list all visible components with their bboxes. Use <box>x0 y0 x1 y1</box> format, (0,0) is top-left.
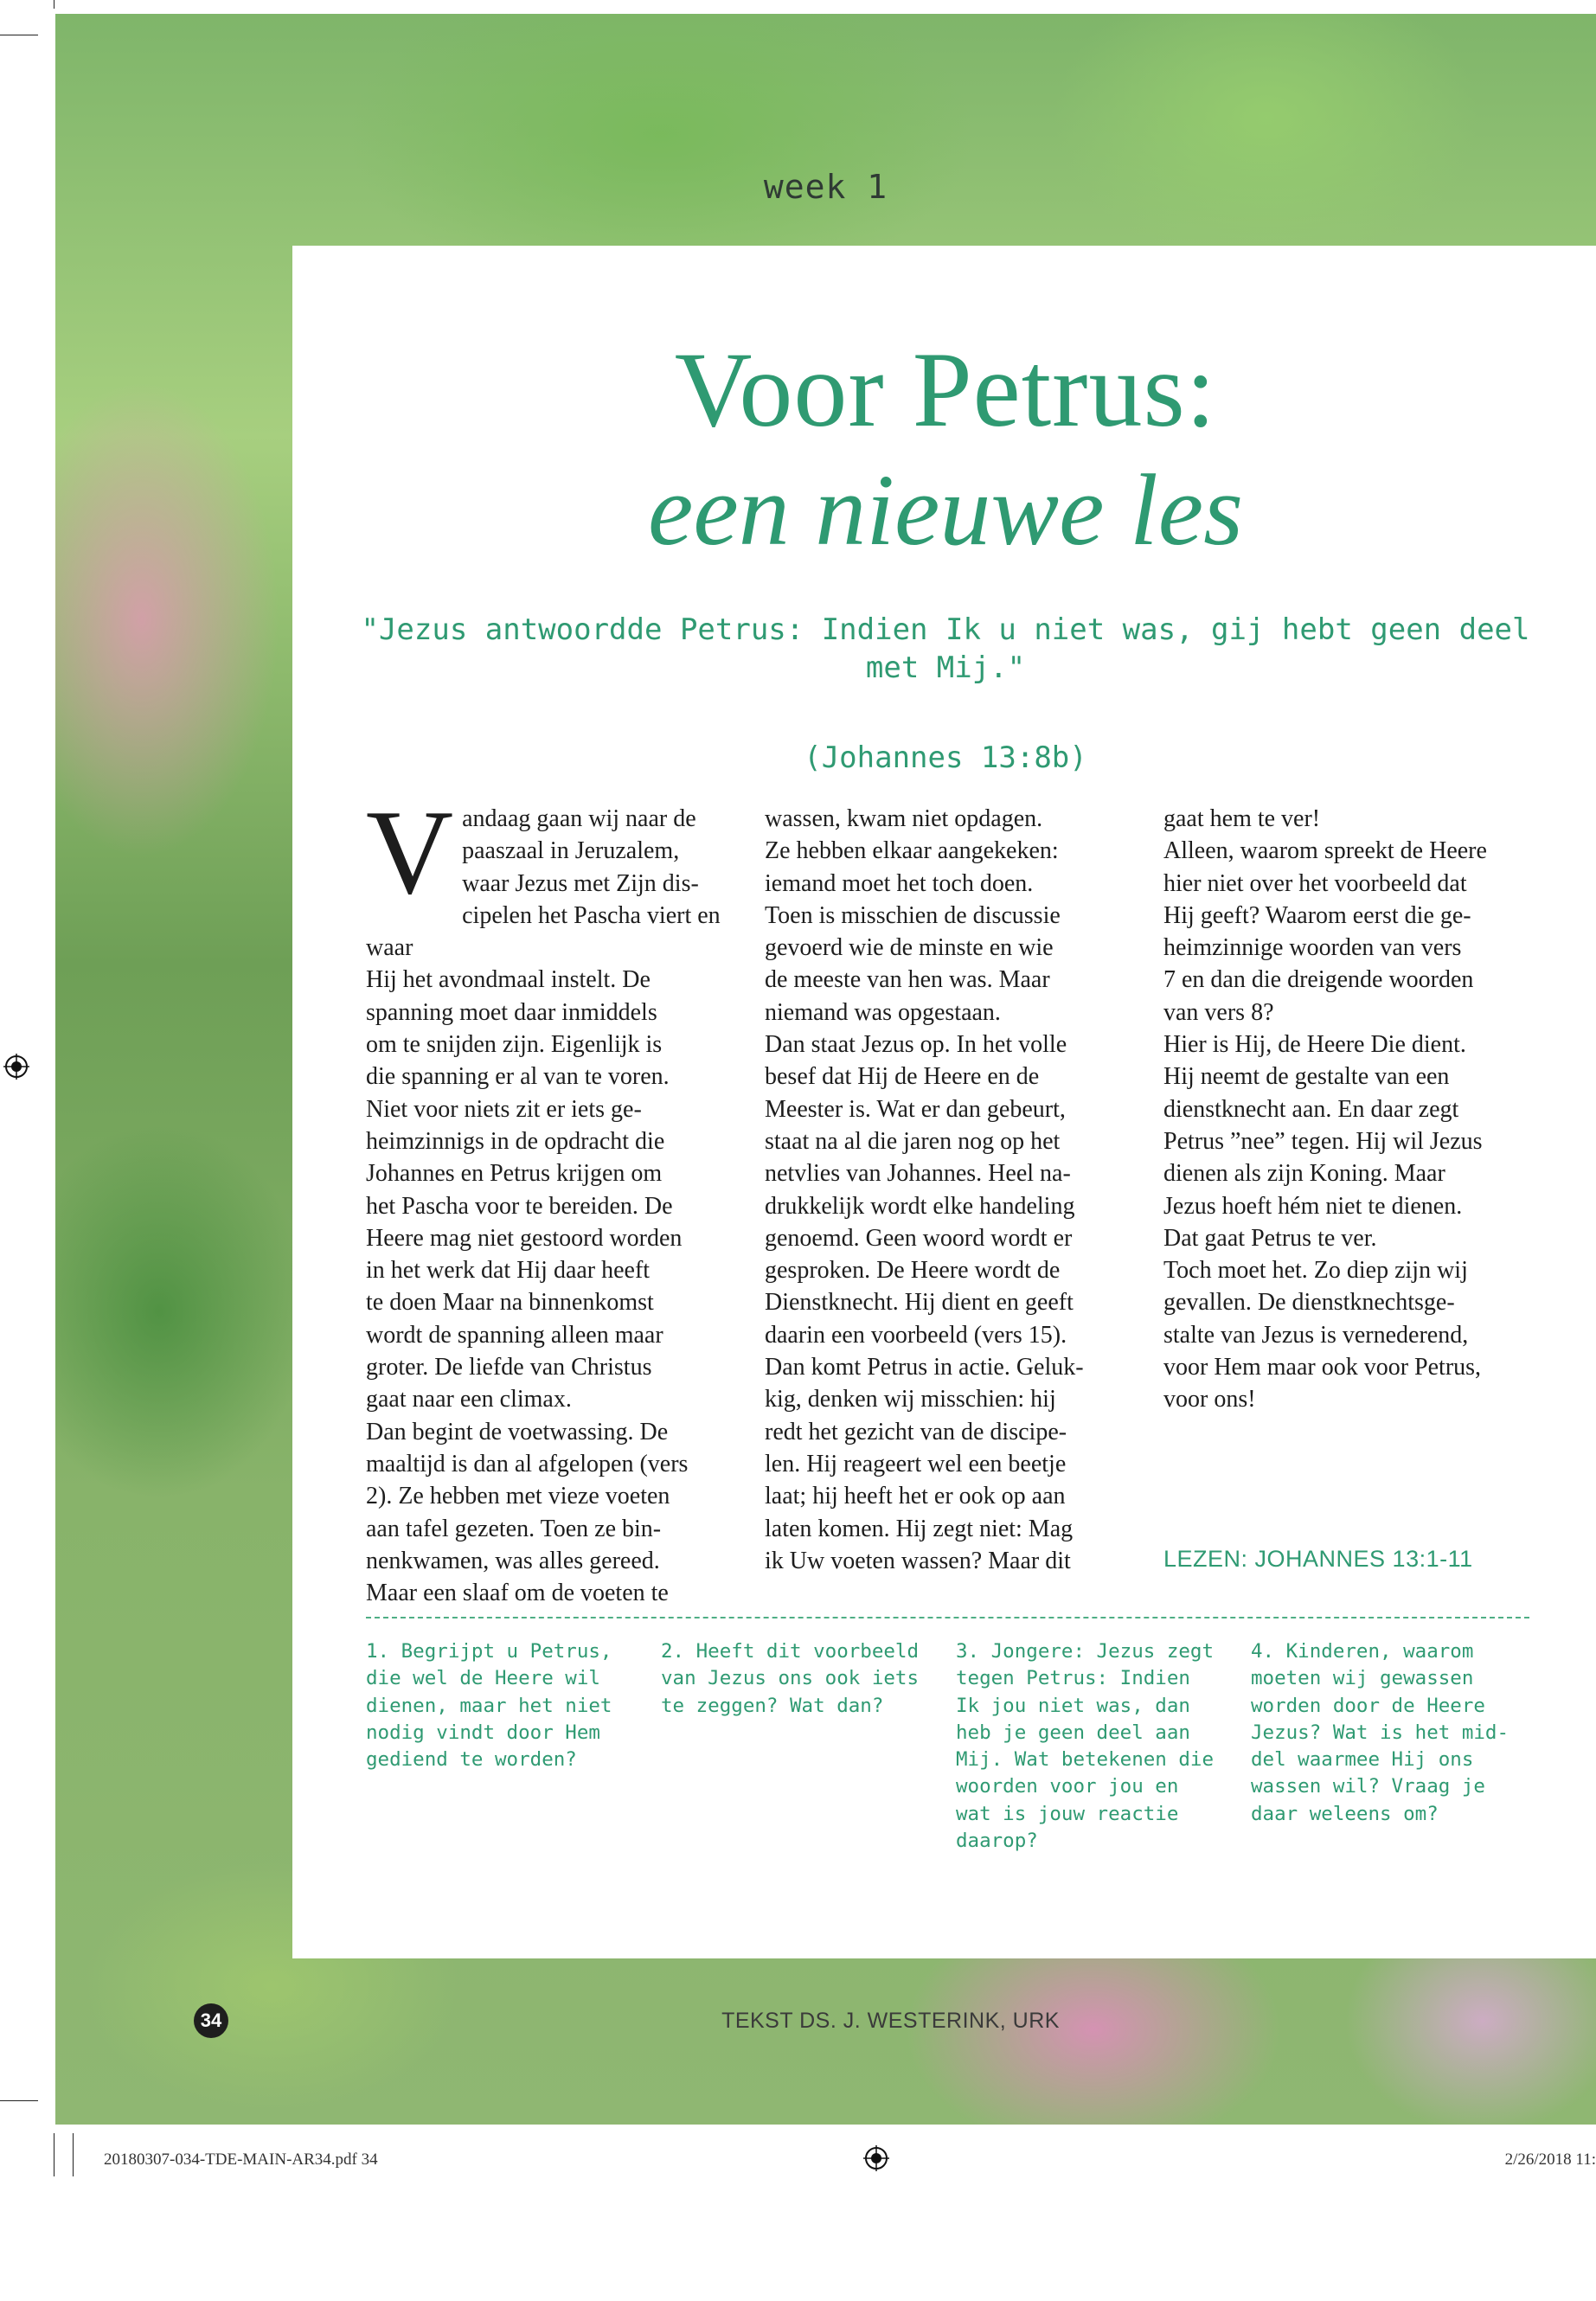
body-column-2: wassen, kwam niet opdagen. Ze hebben elkaar aangekeken: iemand moet het toch doen. Toen is misschien de discussie gevoerd wie de minste en wie de meeste van hen was. Maar niemand was opgestaan. Dan staat Jezus op. In het volle besef dat Hij de Heere en de Meester is. Wat er dan gebeurt, staat na al die jaren nog op het netvlies van Johannes. Heel na- drukkelijk wordt elke handeling genoemd. Geen woord wordt er gesproken. De Heere wordt de Dienstknecht. Hij dient en geeft daarin een voorbeeld (vers 15). Dan komt Petrus in actie. Geluk- kig, denken wij misschien: hij redt het gezicht van de discipe- len. Hij reageert wel een beetje laat; hij heeft het er ook op aan laten komen. Hij zegt niet: Mag ik Uw voeten wassen? Maar dit <box>765 805 1084 1574</box>
bible-reference: (Johannes 13:8b) <box>804 740 1087 775</box>
body-column-1 <box>366 785 747 1609</box>
title-line-2: een nieuwe les <box>647 453 1244 567</box>
title-line-1: Voor Petrus: <box>674 330 1217 449</box>
question-3: 3. Jongere: Jezus zegt tegen Petrus: Indien Ik jou niet was, dan heb je geen deel aan Mij. Wat betekenen die woorden voor jou en wat is jouw reactie daarop? <box>956 1640 1215 1853</box>
body-text-1: andaag gaan wij naar de paaszaal in Jeruzalem, waar Jezus met Zijn dis- cipelen het Pascha viert en waar Hij het avondmaal instelt. De spanning moet daar inmiddels om te snijden zijn. Eigenlijk is die spanning er al van te voren. Niet voor niets zit er iets ge- heimzinnigs in de opdracht die Johannes en Petrus krijgen om het Pascha voor te bereiden. De Heere mag niet gestoord worden in het werk dat Hij daar heeft te doen Maar na binnenkomst wordt de spanning alleen maar groter. De liefde van Christus gaat naar een climax. Dan begint de voetwassing. De maaltijd is dan al afgelopen (vers 2). Ze hebben met vieze voeten aan tafel gezeten. Toen ze bin- nenkwamen, was alles gereed. Maar een slaaf om de voeten te <box>366 805 721 1607</box>
flower-photo-background <box>55 14 1596 2125</box>
page-number-badge: 34 <box>194 2003 228 2038</box>
crop-mark <box>0 2100 38 2101</box>
author-credit: TEKST DS. J. WESTERINK, URK <box>721 2009 1060 2033</box>
article-panel <box>292 246 1596 1958</box>
drop-cap: V <box>366 785 454 920</box>
question-2: 2. Heeft dit voorbeeld van Jezus ons ook iets te zeggen? Wat dan? <box>661 1640 920 1717</box>
reading-reference: LEZEN: JOHANNES 13:1-11 <box>1163 1546 1473 1572</box>
print-slug-filename: 20180307-034-TDE-MAIN-AR34.pdf 34 <box>104 2150 378 2169</box>
question-1: 1. Begrijpt u Petrus, die wel de Heere wil dienen, maar het niet nodig vindt door Hem gediend te worden? <box>366 1640 612 1772</box>
body-column-3: gaat hem te ver! Alleen, waarom spreekt de Heere hier niet over het voorbeeld dat Hij geeft? Waarom eerst die ge- heimzinnige woorden van vers 7 en dan die dreigende woorden van vers 8? Hier is Hij, de Heere Die dient. Hij neemt de gestalte van een dienstknecht aan. En daar zegt Petrus ”nee” tegen. Hij wil Jezus dienen als zijn Koning. Maar Jezus hoeft hém niet te dienen. Dat gaat Petrus te ver. Toch moet het. Zo diep zijn wij gevallen. De dienstknechtsge- stalte van Jezus is vernederend, voor Hem maar ook voor Petrus, voor ons! <box>1163 805 1487 1413</box>
print-slug-date: 2/26/2018 11: <box>1504 2150 1596 2169</box>
question-4: 4. Kinderen, waarom moeten wij gewassen worden door de Heere Jezus? Wat is het mid- del waarmee Hij ons wassen wil? Vraag je daar weleens om? <box>1251 1640 1509 1825</box>
bible-quote: "Jezus antwoordde Petrus: Indien Ik u niet was, gij hebt geen deel met Mij." <box>361 612 1530 685</box>
week-label: week 1 <box>763 168 888 206</box>
dashed-divider <box>366 1617 1529 1618</box>
crop-mark <box>73 2133 74 2176</box>
registration-mark-icon <box>3 1054 29 1080</box>
registration-mark-icon <box>863 2145 889 2171</box>
